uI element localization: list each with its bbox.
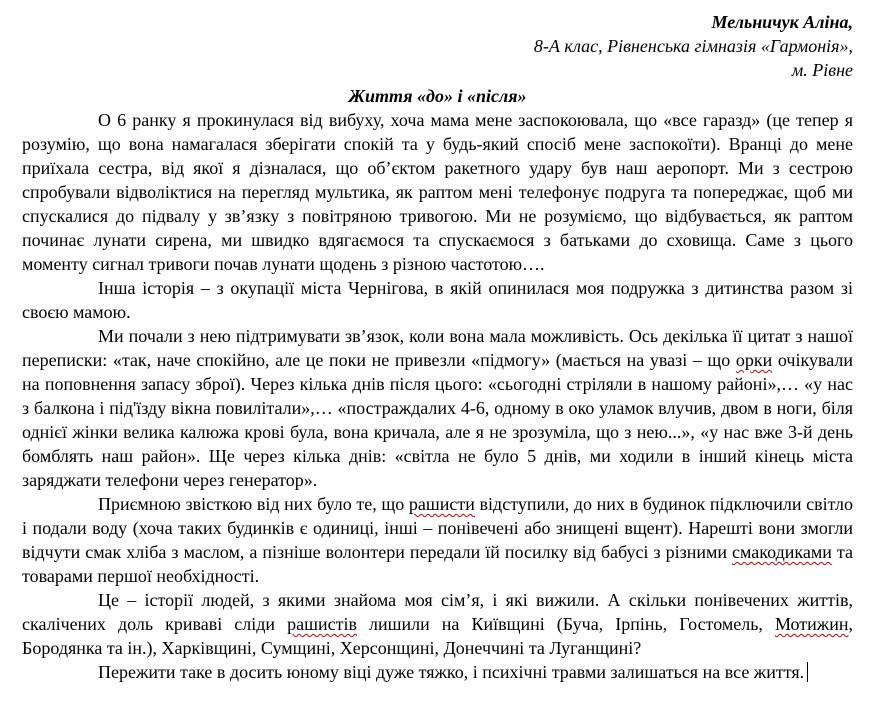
misspelled-word: рашисти (408, 494, 475, 514)
text-run: Це – історії людей, з якими знайома моя сім’я, і які вижили. А скільки понівечених життів, скалічених доль криваві сліди (22, 590, 853, 634)
text-run: Пережити таке в досить юному віці дуже тяжко, і психічні травми залишаться на все життя. (98, 662, 805, 682)
text-cursor (807, 662, 808, 682)
paragraph (22, 108, 853, 276)
essay-title: Життя «до» і «після» (348, 86, 527, 106)
text-run: очікували на поповнення запасу зброї). Через кілька днів після цього: «сьогодні стріляли в нашому районі»,… «у нас з балкона і під'їзду вікна повилітали»,… «постраждалих 4-6, одному в око уламок влучив, двом в ноги, біля однієї жінки велика калюжа крові була, вона кричала, але я не зрозуміла, що з нею...», «у нас вже 3-й день бомблять наш район». Ще через кілька днів: «світла не було 5 днів, ми ходили в інший кінець міста заряджати телефони через генератор». (22, 350, 853, 490)
text-run: Інша історія – з окупації міста Чернігова, в якій опинилася моя подружка з дитинства разом зі своєю мамою. (22, 278, 853, 322)
text-run: , Бородянка та ін.), Харківщині, Сумщині, Херсонщині, Донеччині та Луганщині? (22, 614, 854, 658)
author-block (22, 10, 853, 82)
text-run: відступили, до них в будинок підключили світло і подали воду (хоча таких будинків є одиниці, інші – понівечені або знищені вщент). Нарешті вони змогли відчути смак хліба з маслом, а пізніше волонтери передали їй посилку від бабусі з різними (22, 494, 853, 562)
author-city: м. Рівне (791, 60, 853, 80)
author-class-school: 8-А клас, Рівненська гімназія «Гармонія», (533, 36, 853, 56)
paragraph (22, 492, 853, 588)
author-name: Мельничук Аліна, (711, 12, 853, 32)
paragraph (22, 324, 853, 492)
misspelled-word: Мотижин (774, 614, 849, 634)
paragraph (22, 588, 853, 660)
misspelled-word: орки (735, 350, 773, 370)
misspelled-word: смакодиками (732, 542, 832, 562)
text-run: лишили на Київщині (Буча, Ірпінь, Гостомель, (356, 614, 775, 634)
text-run: Ми почали з нею підтримувати зв’язок, коли вона мала можливість. Ось декілька її цитат з нашої переписки: «так, наче спокійно, але це поки не привезли «підмогу» (мається на увазі – що (22, 326, 853, 370)
paragraph (22, 276, 853, 324)
text-run: Приємною звісткою від них було те, що (98, 494, 409, 514)
text-run: О 6 ранку я прокинулася від вибуху, хоча мама мене заспокоювала, що «все гаразд» (це тепер я розумію, що вона намагалася зберігати спокій та у будь-який спосіб мене заспокоїти). Вранці до мене приїхала сестра, від якої я дізналася, що об’єктом ракетного удару був наш аеропорт. Ми з сестрою спробували відволіктися на перегляд мультика, як раптом мені телефонує подруга та попереджає, щоб ми спускалися до підвалу у зв’язку з повітряною тривогою. Ми не розуміємо, що відбувається, як раптом починає лунати сирена, ми швидко вдягаємося та спускаємося з батьками до сховища. Саме з цього моменту сигнал тривоги почав лунати щодень з різною частотою…. (22, 110, 853, 274)
text-run: та товарами першої необхідності. (22, 542, 853, 586)
paragraph (22, 660, 853, 684)
essay-body[interactable] (22, 108, 853, 684)
misspelled-word: рашистів (287, 614, 357, 634)
